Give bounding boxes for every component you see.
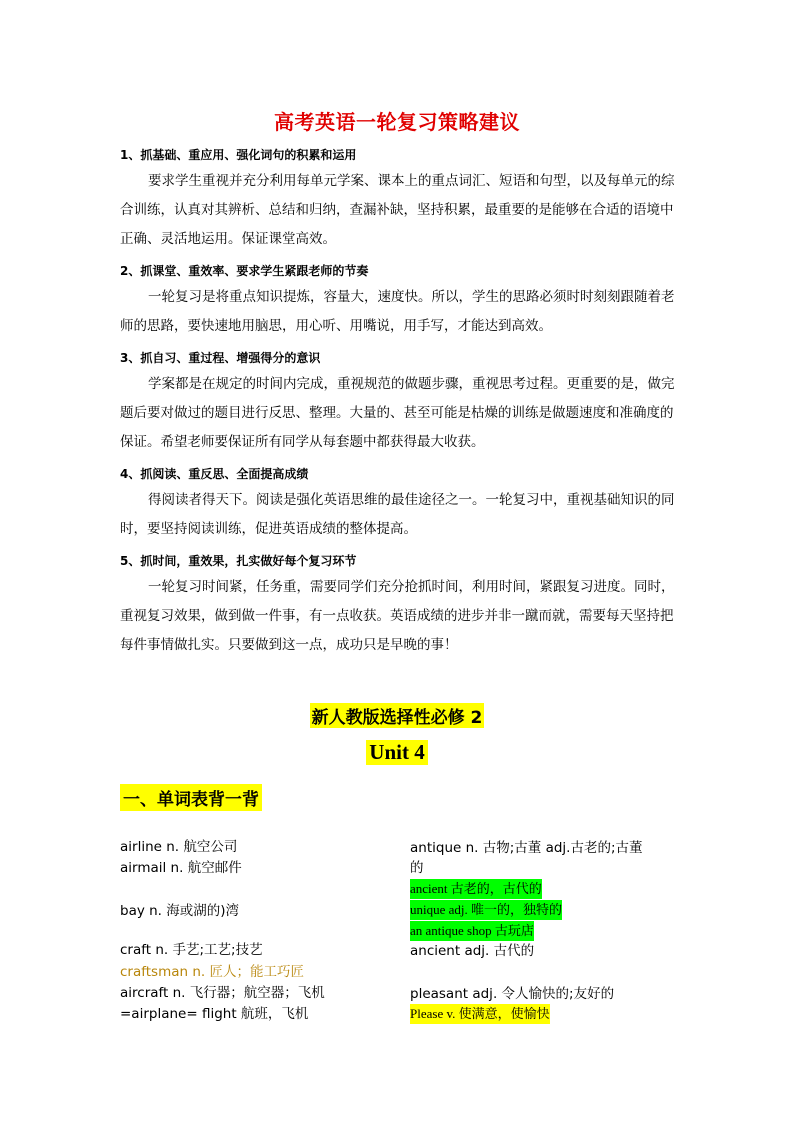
section-heading-2: 2、抓课堂、重效率、要求学生紧跟老师的节奏: [120, 264, 369, 278]
section-heading-3: 3、抓自习、重过程、增强得分的意识: [120, 351, 321, 365]
unit-title-text: Unit 4: [366, 740, 427, 765]
section-body-5: 一轮复习时间紧，任务重，需要同学们充分抢抓时间，利用时间，紧跟复习进度。同时，重视复习效果，做到做一件事，有一点收获。英语成绩的进步并非一蹴而就，需要每天坚持把每件事情做扎实。只要做到这一点，成功只是早晚的事！: [120, 579, 675, 653]
vocab-craftsman: craftsman n. 匠人；能工巧匠: [120, 964, 304, 980]
vocab-ancient-adj: ancient adj. 古代的: [410, 943, 535, 959]
vocab-bay: bay n. 海或湖的)湾: [120, 903, 240, 919]
vocab-craft: craft n. 手艺;工艺;技艺: [120, 942, 263, 958]
section-body-3: 学案都是在规定的时间内完成，重视规范的做题步骤，重视思考过程。更重要的是，做完题后要对做过的题目进行反思、整理。大量的、甚至可能是枯燥的训练是做题速度和准确度的保证。希望老师要保证所有同学从每套题中都获得最大收获。: [120, 376, 675, 450]
textbook-subtitle: [0, 703, 794, 728]
vocab-antique: antique n. 古物;古董 adj.古老的;古董: [410, 840, 643, 856]
section-body-2: 一轮复习是将重点知识提炼，容量大，速度快。所以，学生的思路必须时时刻刻跟随着老师的思路，要快速地用脑思，用心听、用嘴说，用手写，才能达到高效。: [120, 289, 675, 334]
section-heading-5: 5、抓时间，重效果，扎实做好每个复习环节: [120, 554, 357, 568]
unit-title: [0, 740, 794, 765]
vocab-antique-cont: 的: [410, 860, 424, 876]
section-heading-4: 4、抓阅读、重反思、全面提高成绩: [120, 467, 309, 481]
textbook-subtitle-text: 新人教版选择性必修 2: [310, 703, 485, 728]
vocab-airplane: =airplane= flight 航班，飞机: [120, 1006, 309, 1022]
vocab-antique-shop: an antique shop 古玩店: [410, 921, 534, 941]
vocab-please: Please v. 使满意，使愉快: [410, 1004, 550, 1024]
vocab-section-heading: [120, 784, 262, 811]
vocab-unique-highlight: unique adj. 唯一的，独特的: [410, 900, 562, 920]
vocab-ancient-highlight: ancient 古老的，古代的: [410, 879, 542, 899]
vocab-section-heading-text: 一、单词表背一背: [120, 784, 262, 811]
section-body-1: 要求学生重视并充分利用每单元学案、课本上的重点词汇、短语和句型，以及每单元的综合训练，认真对其辨析、总结和归纳，查漏补缺，坚持积累，最重要的是能够在合适的语境中正确、灵活地运用。保证课堂高效。: [120, 173, 675, 247]
page-title: 高考英语一轮复习策略建议: [274, 110, 520, 134]
vocab-airline: airline n. 航空公司: [120, 839, 238, 855]
section-heading-1: 1、抓基础、重应用、强化词句的积累和运用: [120, 148, 357, 162]
vocab-airmail: airmail n. 航空邮件: [120, 860, 242, 876]
vocab-aircraft: aircraft n. 飞行器；航空器；飞机: [120, 985, 325, 1001]
vocab-pleasant: pleasant adj. 令人愉快的;友好的: [410, 986, 615, 1002]
section-body-4: 得阅读者得天下。阅读是强化英语思维的最佳途径之一。一轮复习中，重视基础知识的同时，要坚持阅读训练，促进英语成绩的整体提高。: [120, 492, 675, 537]
